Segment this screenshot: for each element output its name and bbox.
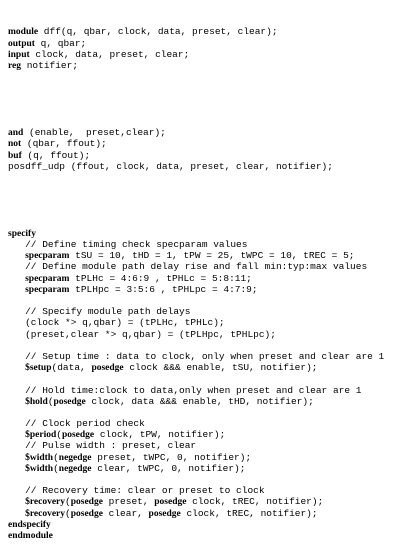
code-keyword: posedge (154, 497, 187, 508)
code-text: ( (53, 462, 59, 474)
code-keyword: $hold (25, 396, 48, 407)
code-keyword: posedge (70, 497, 103, 508)
code-keyword: posedge (53, 396, 86, 407)
code-line (8, 519, 384, 530)
code-text (8, 429, 25, 440)
code-line (8, 284, 384, 295)
module-header-block (8, 26, 384, 71)
code-line (8, 385, 384, 396)
code-keyword: endmodule (8, 530, 53, 541)
code-text: (clock *> q,qbar) = (tPLHc, tPHLc); (8, 317, 225, 329)
code-text: q, qbar; (34, 37, 87, 49)
code-line (8, 351, 384, 362)
code-line (8, 273, 384, 284)
code-keyword: buf (8, 150, 22, 161)
code-text (8, 496, 25, 507)
code-line (8, 362, 384, 373)
code-text: tPLHc = 4:6:9 , tPHLc = 5:8:11; (69, 272, 252, 284)
code-text: clock, data &&& enable, tHD, notifier); (85, 395, 314, 407)
code-line (8, 60, 384, 71)
code-text (8, 396, 25, 407)
code-keyword: $setup (25, 363, 52, 374)
code-text: ( (47, 395, 54, 407)
code-text: (data, (51, 362, 92, 374)
code-keyword: output (8, 38, 35, 49)
code-line (8, 329, 384, 340)
code-line (8, 127, 384, 138)
code-text: // Define module path delay rise and fall min:typ:max values (8, 261, 368, 273)
code-keyword: posedge (70, 508, 103, 519)
code-line (8, 228, 384, 239)
code-line (8, 396, 384, 407)
code-line (8, 429, 384, 440)
code-line (8, 418, 384, 429)
code-keyword: specparam (25, 251, 70, 262)
code-text: clock, data, preset, clear; (29, 48, 190, 60)
code-line (8, 317, 384, 328)
code-text: posdff_udp (ffout, clock, data, preset, clear, notifier); (8, 160, 333, 172)
code-line (8, 250, 384, 261)
code-text: // Clock period check (8, 418, 145, 430)
code-line (8, 138, 384, 149)
code-text: preset, (102, 496, 155, 508)
code-line (8, 407, 384, 418)
code-line (8, 452, 384, 463)
code-line (8, 474, 384, 485)
code-keyword: specparam (25, 273, 70, 284)
code-line (8, 306, 384, 317)
code-line (8, 508, 384, 519)
code-keyword: posedge (148, 508, 181, 519)
code-keyword: specify (8, 228, 36, 239)
blank-line (8, 94, 384, 105)
code-text: tPLHpc = 3:5:6 , tPHLpc = 4:7:9; (69, 283, 258, 295)
code-keyword: negedge (58, 452, 92, 463)
code-text: clock, tREC, notifier); (186, 496, 324, 508)
code-text: // Define timing check specparam values (8, 239, 248, 251)
code-line (8, 26, 384, 37)
code-text (8, 273, 25, 284)
specify-block (8, 228, 384, 541)
verilog-code-listing (8, 4, 384, 552)
code-text: ( (56, 429, 62, 441)
gate-instances-block (8, 127, 384, 172)
code-line (8, 463, 384, 474)
code-keyword: posedge (61, 430, 95, 441)
blank-line (8, 194, 384, 205)
code-text (8, 508, 25, 519)
code-line (8, 49, 384, 60)
code-text (8, 362, 25, 373)
code-text: clock, tREC, notifier); (180, 507, 318, 519)
code-line (8, 295, 384, 306)
code-keyword: endspecify (8, 519, 51, 530)
code-line (8, 340, 384, 351)
code-text: // Specify module path delays (8, 306, 191, 318)
code-text (8, 452, 25, 463)
code-text: // Recovery time: clear or preset to clock (8, 485, 265, 497)
code-text: clear, (102, 507, 149, 519)
code-keyword: reg (8, 60, 22, 71)
code-line (8, 239, 384, 250)
code-text: // Setup time : data to clock, only when preset and clear are 1 (8, 350, 385, 362)
code-line (8, 150, 384, 161)
code-keyword: $width (25, 463, 54, 474)
code-text: ( (53, 451, 59, 463)
code-text: ( (65, 496, 71, 508)
code-text: tSU = 10, tHD = 1, tPW = 25, tWPC = 10, tREC = 5; (69, 250, 355, 262)
code-keyword: specparam (25, 284, 70, 295)
code-text: preset, tWPC, 0, notifier); (91, 451, 252, 463)
code-line (8, 440, 384, 451)
code-keyword: not (8, 139, 22, 150)
code-keyword: $recovery (25, 497, 66, 508)
code-text: notifier; (21, 59, 79, 71)
code-line (8, 373, 384, 384)
code-text: // Hold time:clock to data,only when preset and clear are 1 (8, 384, 362, 396)
code-text: (qbar, ffout); (21, 138, 107, 150)
code-text (8, 250, 25, 261)
code-keyword: module (8, 27, 39, 38)
code-text: (enable, preset,clear); (23, 127, 166, 139)
code-text (8, 463, 25, 474)
code-text: (q, ffout); (21, 149, 91, 161)
code-text: clock &&& enable, tSU, notifier); (123, 362, 318, 374)
code-line (8, 496, 384, 507)
code-text: ( (65, 507, 71, 519)
code-keyword: posedge (91, 363, 124, 374)
code-keyword: $period (25, 430, 57, 441)
code-text: // Pulse width : preset, clear (8, 440, 197, 452)
code-keyword: input (8, 49, 30, 60)
code-line (8, 530, 384, 541)
code-text: clear, tWPC, 0, notifier); (91, 462, 246, 474)
code-keyword: $width (25, 452, 54, 463)
code-keyword: negedge (58, 463, 92, 474)
code-text: clock, tPW, notifier); (94, 429, 226, 441)
code-text (8, 284, 25, 295)
code-keyword: $recovery (25, 508, 66, 519)
code-line (8, 261, 384, 272)
code-text: (preset,clear *> q,qbar) = (tPLHpc, tPHLpc); (8, 328, 276, 340)
code-text: dff(q, qbar, clock, data, preset, clear); (38, 26, 278, 38)
code-keyword: and (8, 128, 24, 139)
code-line (8, 38, 384, 49)
code-line (8, 485, 384, 496)
code-line (8, 161, 384, 172)
